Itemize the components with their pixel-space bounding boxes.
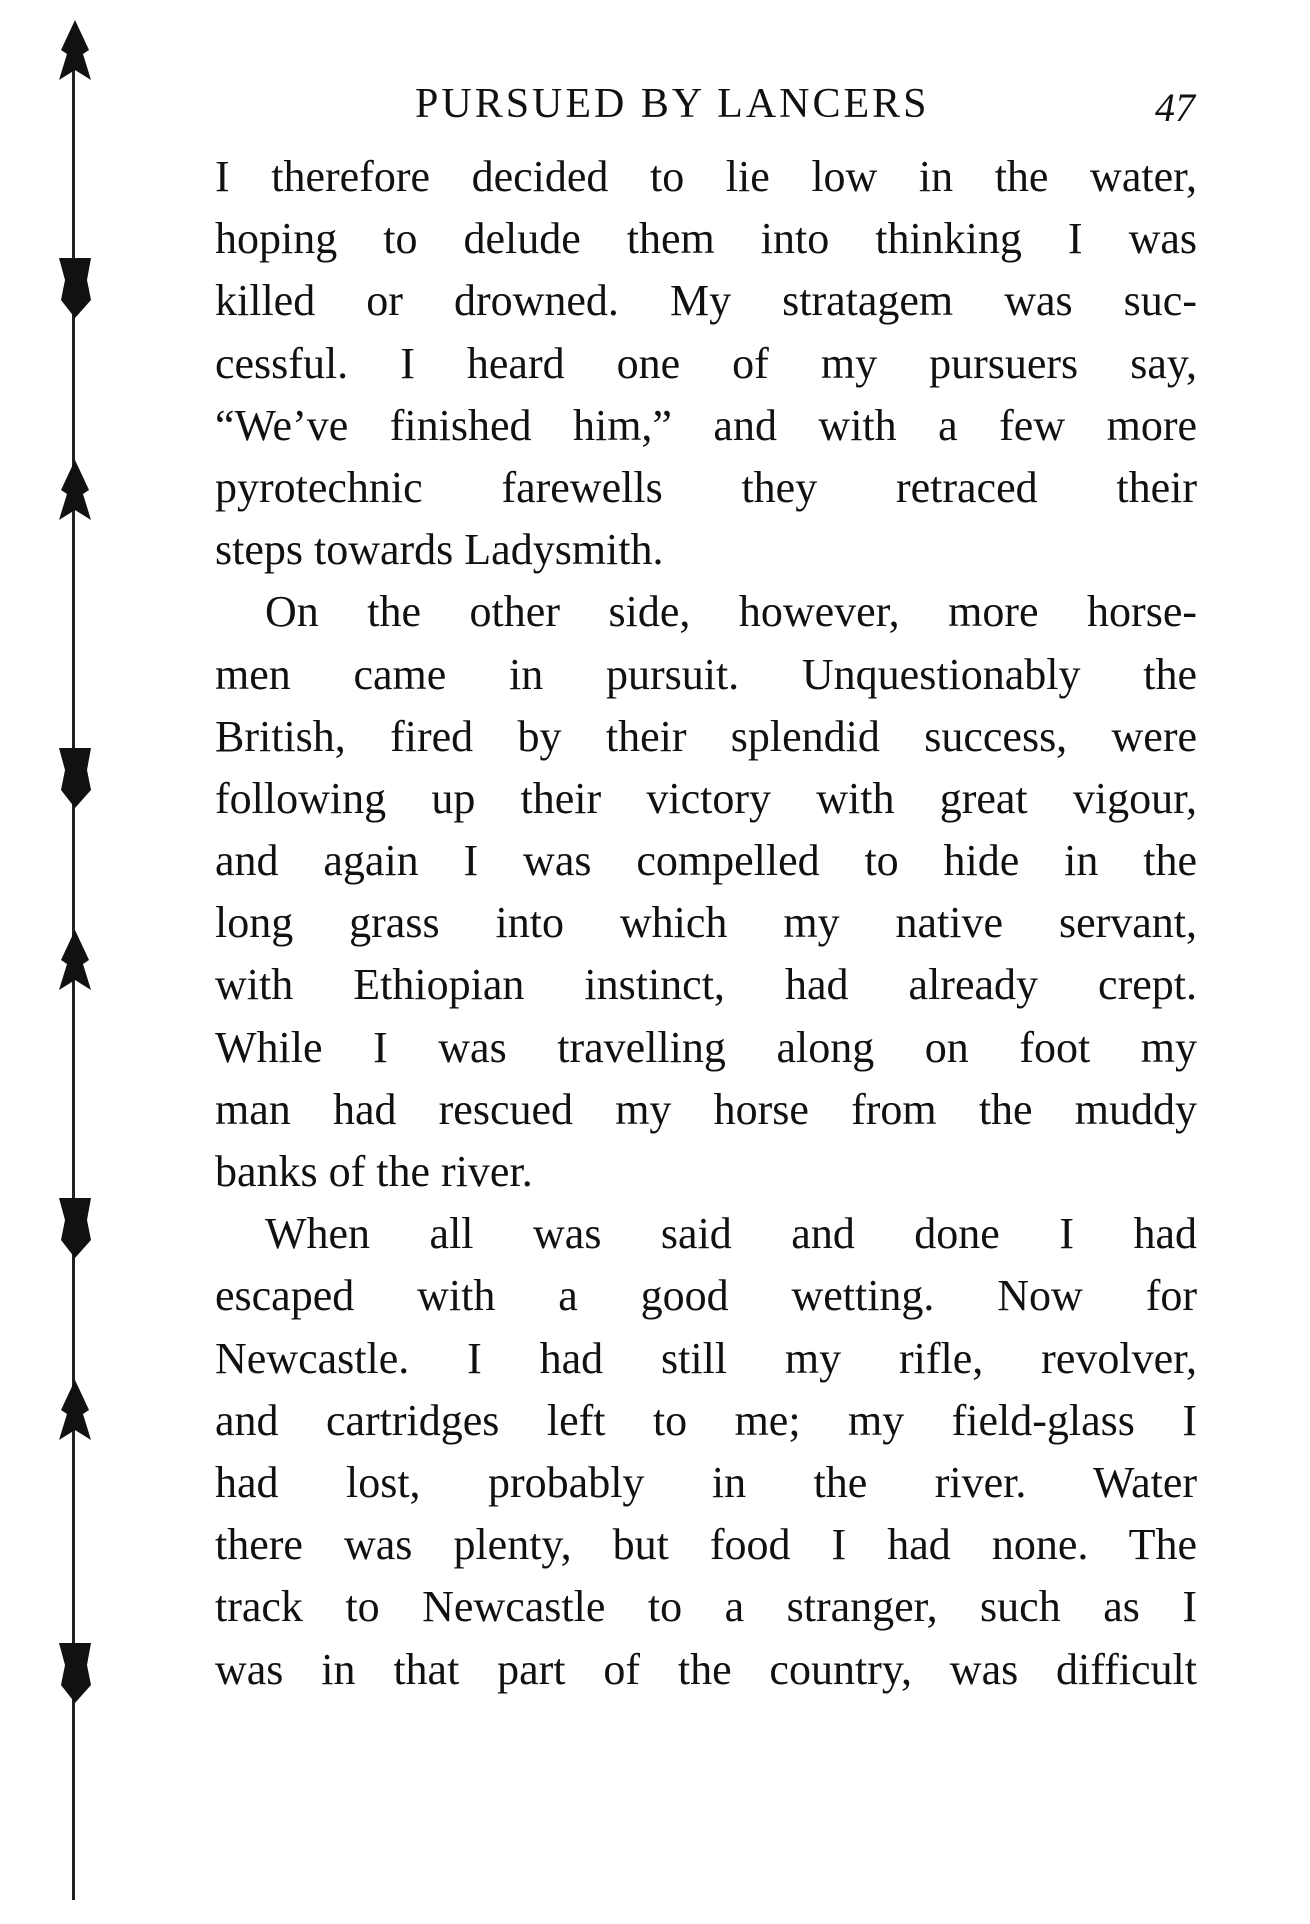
- text-line: I therefore decided to lie low in the water,: [215, 152, 1197, 201]
- body-text: [215, 146, 1197, 1701]
- text-line: and again I was compelled to hide in the: [215, 836, 1197, 886]
- text-line: had lost, probably in the river. Water: [215, 1457, 1197, 1507]
- text-line: men came in pursuit. Unquestionably the: [215, 649, 1197, 699]
- text-line: hoping to delude them into thinking I was: [215, 214, 1197, 264]
- running-head: PURSUED BY LANCERS: [415, 81, 930, 127]
- text-line: long grass into which my native servant,: [215, 898, 1197, 948]
- text-line: pyrotechnic farewells they retraced their: [215, 462, 1197, 512]
- text-line: steps towards Ladysmith.: [215, 525, 664, 575]
- text-line: Newcastle. I had still my rifle, revolver,: [215, 1333, 1197, 1383]
- text-line: On the other side, however, more horse-: [265, 587, 1197, 637]
- text-line: When all was said and done I had: [265, 1209, 1197, 1259]
- text-line: cessful. I heard one of my pursuers say,: [215, 338, 1197, 388]
- text-line: track to Newcastle to a stranger, such as I: [215, 1582, 1197, 1632]
- text-line: with Ethiopian instinct, had already crept.: [215, 960, 1197, 1010]
- binding-stitch-mark: [55, 1190, 95, 1260]
- text-line: man had rescued my horse from the muddy: [215, 1084, 1197, 1134]
- text-line: following up their victory with great vigour,: [215, 773, 1197, 823]
- page-number: 47: [1155, 85, 1195, 130]
- binding-stitch-mark: [55, 250, 95, 320]
- binding-stitch-mark: [55, 930, 95, 1000]
- binding-stitch-mark: [55, 740, 95, 810]
- text-line: banks of the river.: [215, 1147, 533, 1196]
- text-line: escaped with a good wetting. Now for: [215, 1271, 1197, 1321]
- text-line: and cartridges left to me; my field-glass I: [215, 1395, 1197, 1445]
- text-line: British, fired by their splendid success, were: [215, 711, 1197, 761]
- binding-stitch-mark: [55, 460, 95, 530]
- text-line: was in that part of the country, was difficult: [215, 1644, 1197, 1694]
- text-line: killed or drowned. My stratagem was suc-: [215, 276, 1197, 326]
- binding-stitch-mark: [55, 1380, 95, 1450]
- text-line: “We’ve finished him,” and with a few more: [215, 400, 1197, 450]
- binding-stitch-mark: [55, 20, 95, 90]
- page-header: [215, 72, 1195, 132]
- binding-stitch-mark: [55, 1635, 95, 1705]
- text-line: there was plenty, but food I had none. The: [215, 1520, 1197, 1570]
- text-line: While I was travelling along on foot my: [215, 1022, 1197, 1072]
